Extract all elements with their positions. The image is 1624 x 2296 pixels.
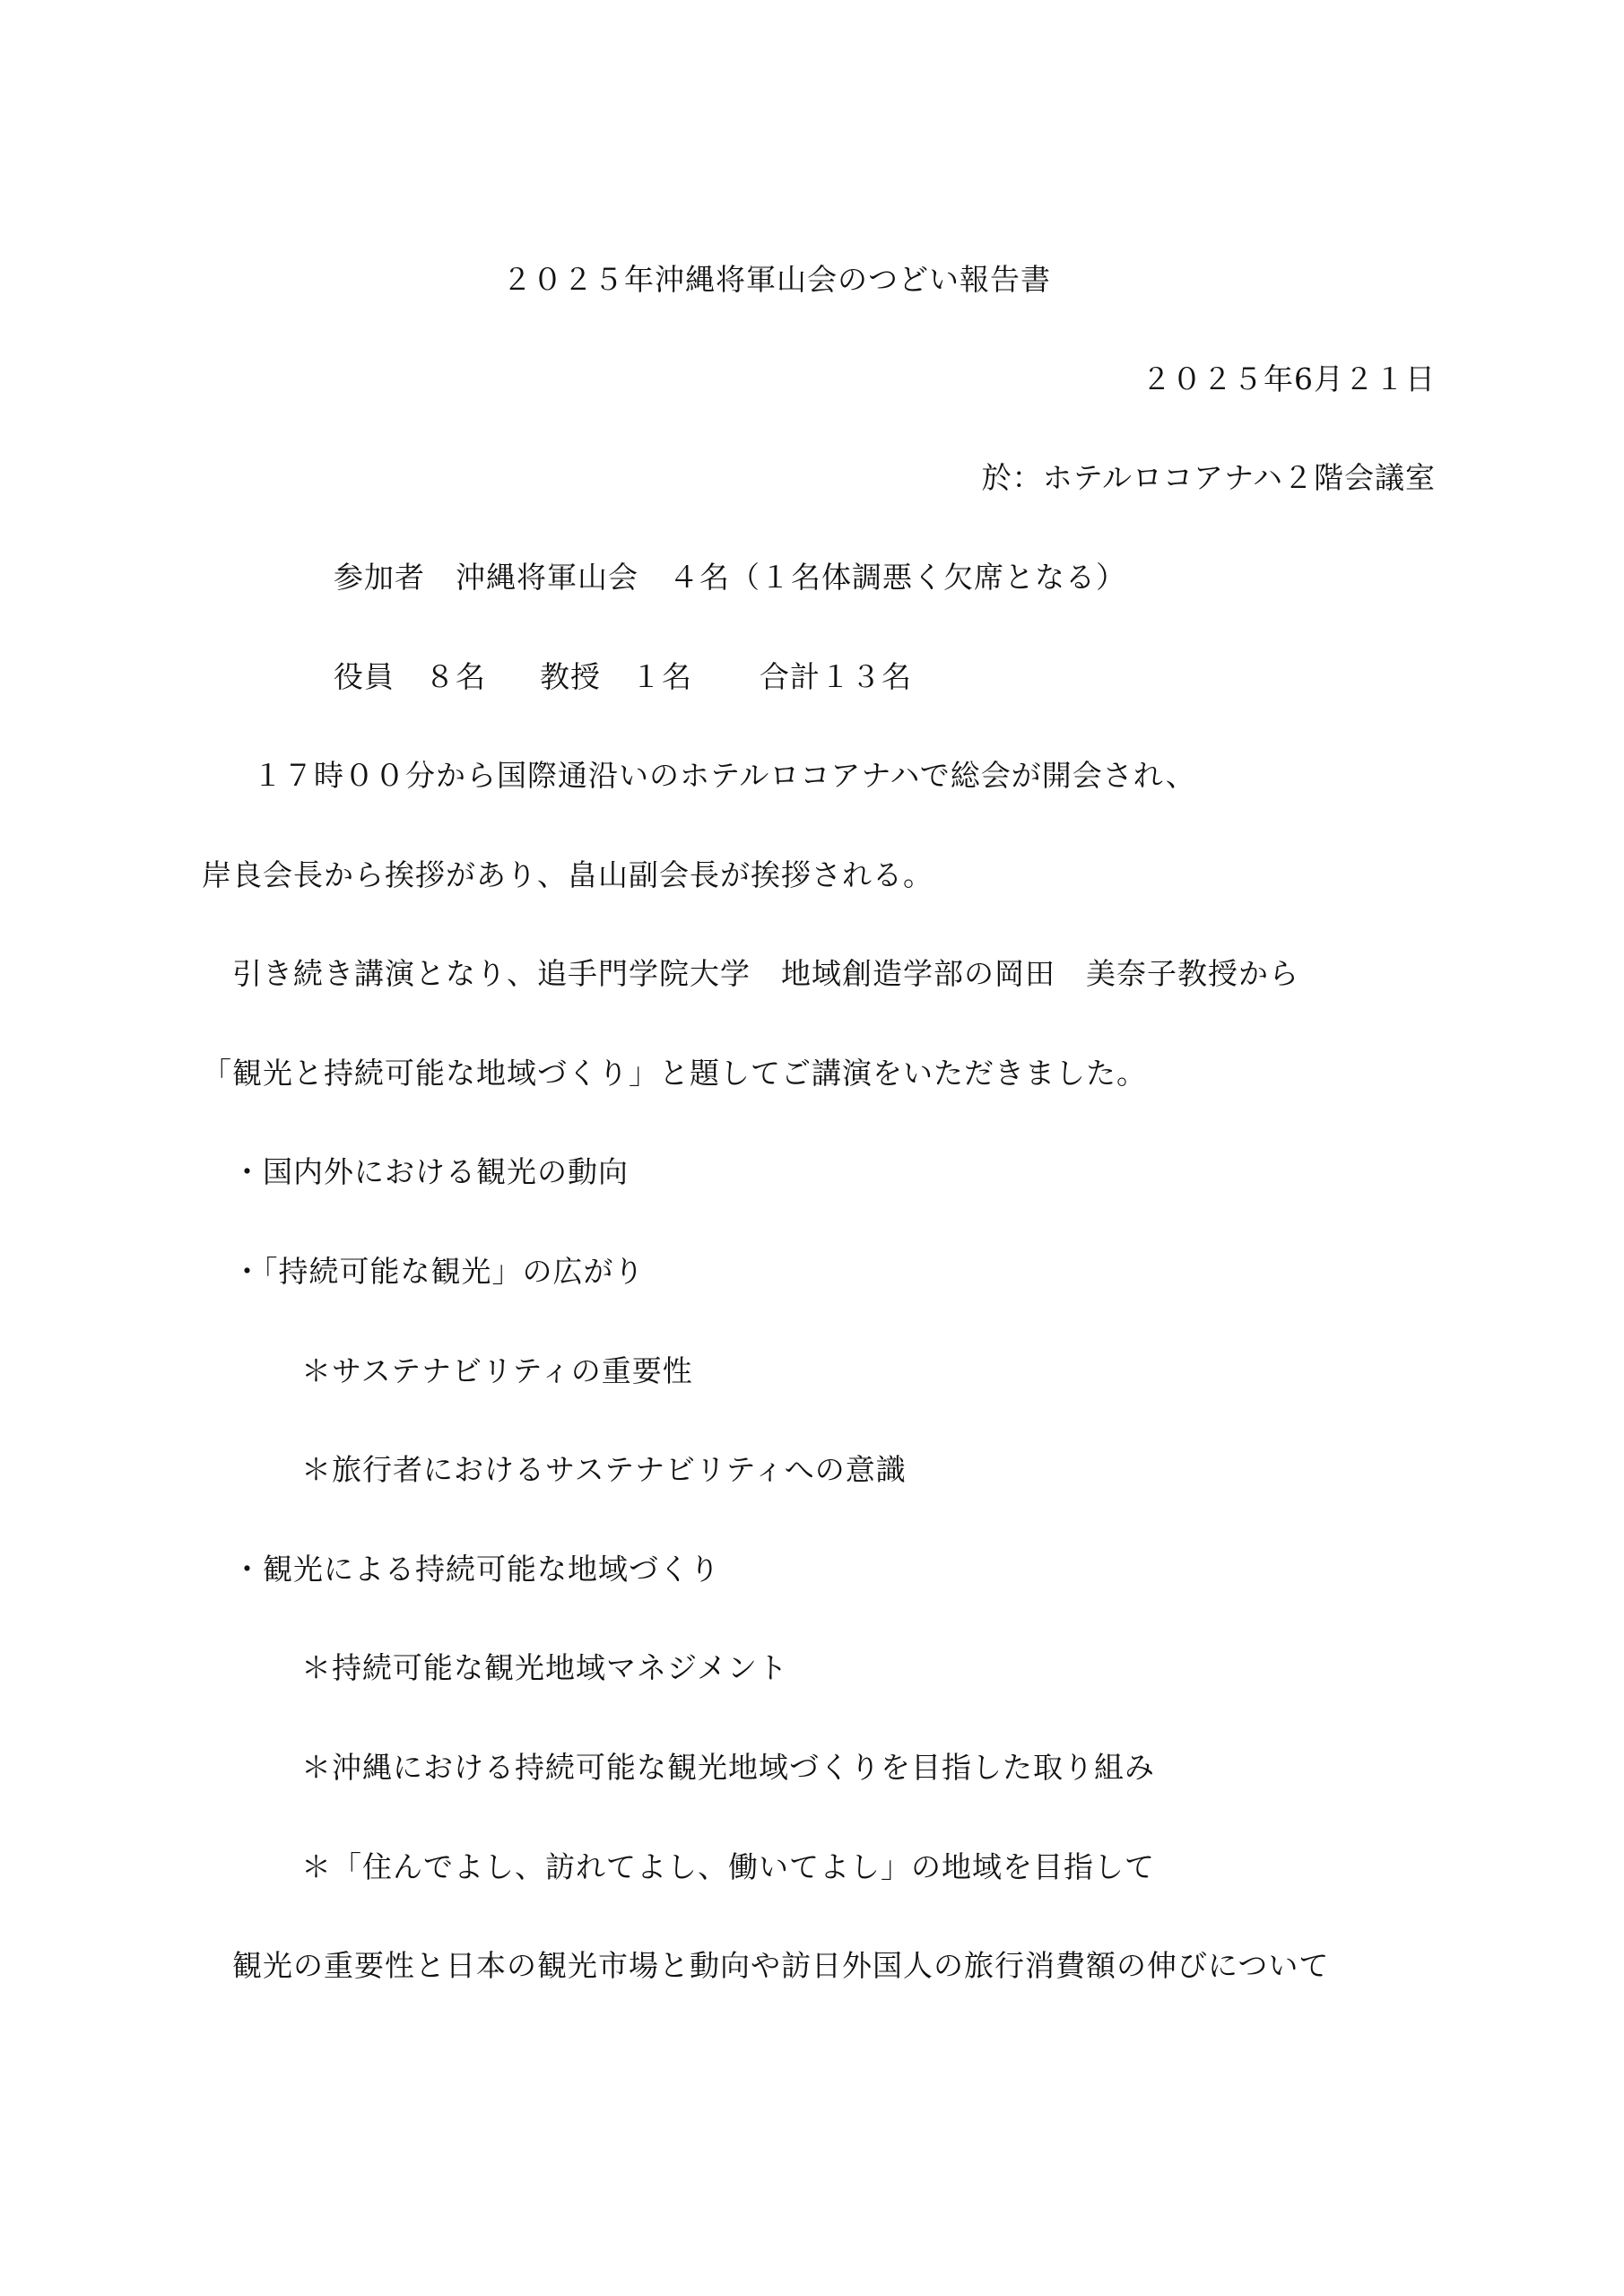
outline-bullet: ・観光による持続可能な地域づくり — [232, 1552, 720, 1587]
paragraph-opening-line-1: １７時００分から国際通沿いのホテルロコアナハで総会が開会され、 — [253, 758, 1196, 793]
officers-count: 役員 ８名 — [334, 659, 486, 694]
attendance-breakdown — [334, 657, 912, 697]
outline-sub-item: ＊「住んでよし、訪れてよし、働いてよし」の地域を目指して — [301, 1849, 1155, 1884]
report-venue: 於：ホテルロコアナハ２階会議室 — [981, 460, 1436, 495]
paragraph-lecture-line-1: 引き続き講演となり、追手門学院大学 地域創造学部の岡田 美奈子教授から — [232, 956, 1299, 991]
report-title: ２０２５年沖縄将軍山会のつどい報告書 — [502, 262, 1051, 297]
paragraph-summary: 観光の重要性と日本の観光市場と動向や訪日外国人の旅行消費額の伸びについて — [232, 1948, 1330, 1983]
paragraph-opening-line-2: 岸良会長から挨拶があり、畠山副会長が挨拶される。 — [202, 857, 934, 892]
outline-sub-item: ＊持続可能な観光地域マネジメント — [301, 1650, 789, 1685]
outline-sub-item: ＊沖縄における持続可能な観光地域づくりを目指した取り組み — [301, 1750, 1155, 1785]
paragraph-lecture-line-2: 「観光と持続可能な地域づくり」と題してご講演をいただきました。 — [202, 1056, 1147, 1091]
outline-sub-item: ＊旅行者におけるサステナビリティへの意識 — [301, 1452, 907, 1487]
total-count: 合計１３名 — [760, 659, 912, 694]
professor-count: 教授 １名 — [540, 659, 692, 694]
outline-bullet: ・「持続可能な観光」の広がり — [232, 1254, 645, 1289]
outline-bullet: ・国内外における観光の動向 — [232, 1154, 629, 1189]
report-date: ２０２５年6月２１日 — [1142, 361, 1436, 396]
participants-line: 参加者 沖縄将軍山会 ４名（１名体調悪く欠席となる） — [334, 560, 1126, 595]
outline-sub-item: ＊サステナビリティの重要性 — [301, 1353, 693, 1388]
